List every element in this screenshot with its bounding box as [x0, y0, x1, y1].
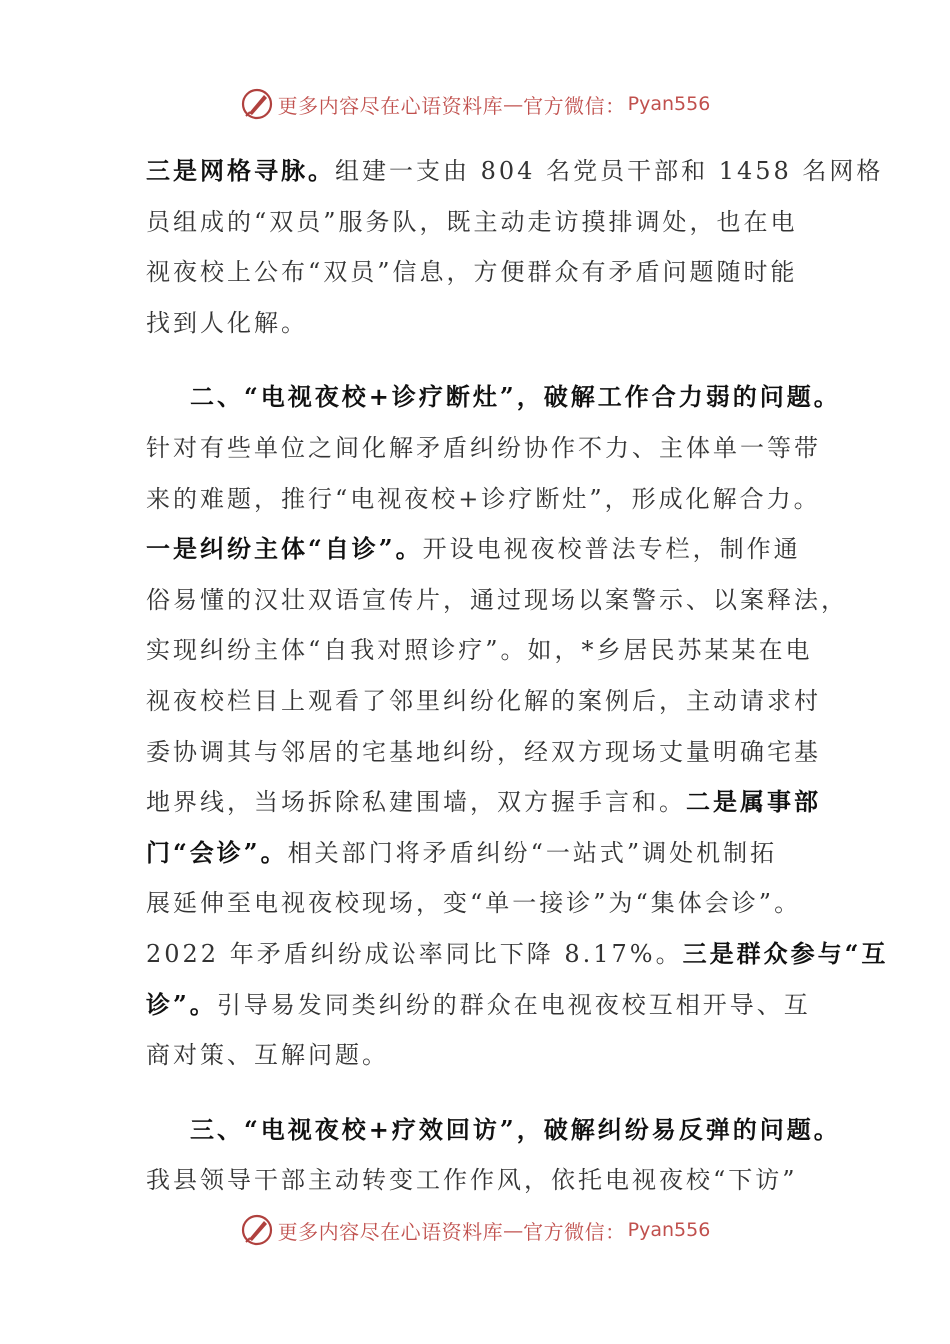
p2-line-11: [146, 929, 889, 980]
header-banner: [0, 84, 950, 124]
p2-text-3: 开设电视夜校普法专栏，制作通: [422, 535, 801, 564]
p2-bold-2a: 二是属事部: [686, 787, 821, 817]
section-heading-2: [146, 372, 841, 423]
p2-line-9: [146, 828, 806, 879]
p2-bold-1: 一是纠纷主体“自诊”。: [146, 534, 423, 564]
p2-line-8: [146, 777, 821, 828]
p2-line-5: 实现纠纷主体“自我对照诊疗”。如，*乡居民苏某某在电: [146, 636, 813, 665]
p2-line-3: [146, 524, 806, 575]
p1-line-4: 找到人化解。: [146, 308, 308, 337]
p2-line-13: 商对策、互解问题。: [146, 1041, 389, 1070]
banner-wechat-id: Pyan556: [627, 93, 711, 115]
p2-bold-3b: 诊”。: [146, 989, 217, 1019]
p2-line-7: 委协调其与邻居的宅基地纠纷，经双方现场丈量明确宅基: [146, 737, 821, 766]
banner-dash: —: [503, 92, 524, 116]
footer-banner: [0, 1210, 950, 1250]
p2-line-1: 针对有些单位之间化解矛盾纠纷协作不力、主体单一等带: [146, 433, 821, 462]
section-heading-2-text: 二、“电视夜校+诊疗断灶”，破解工作合力弱的问题。: [190, 382, 841, 412]
p2-bold-3a: 三是群众参与“互: [682, 938, 889, 968]
banner-wechat-label: 官方微信：: [523, 1219, 626, 1244]
banner-site-text: 更多内容尽在心语资料库: [277, 93, 504, 118]
p2-line-10: 展延伸至电视夜校现场，变“单一接诊”为“集体会诊”。: [146, 889, 802, 918]
p1-line-1: [146, 146, 884, 197]
p2-line-4: 俗易懂的汉壮双语宣传片，通过现场以案警示、以案释法，: [146, 585, 848, 614]
quill-logo-icon: [240, 87, 274, 121]
p2-line-6: 视夜校栏目上观看了邻里纠纷化解的案例后，主动请求村: [146, 686, 821, 715]
section-heading-3: [146, 1105, 841, 1156]
p2-text-11: 2022 年矛盾纠纷成讼率同比下降 8.17%。: [146, 939, 683, 968]
p3-line-1: 我县领导干部主动转变工作作风，依托电视夜校“下访”: [146, 1166, 798, 1195]
document-body: [146, 146, 889, 1206]
p1-bold-heading: 三是网格寻脉。: [146, 156, 335, 185]
banner-site-text: 更多内容尽在心语资料库: [277, 1219, 504, 1244]
banner-wechat-id: Pyan556: [627, 1219, 711, 1241]
p2-bold-2b: 门“会诊”。: [146, 837, 288, 867]
p1-line-3: 视夜校上公布“双员”信息，方便群众有矛盾问题随时能: [146, 258, 798, 287]
p1-line-2: 员组成的“双员”服务队，既主动走访摸排调处，也在电: [146, 207, 798, 236]
quill-logo-icon: [240, 1213, 274, 1247]
banner-wechat-label: 官方微信：: [523, 93, 626, 118]
p1-text-1: 组建一支由 804 名党员干部和 1458 名网格: [335, 157, 884, 185]
p2-text-8: 地界线，当场拆除私建围墙，双方握手言和。: [146, 788, 686, 817]
p2-line-2: 来的难题，推行“电视夜校+诊疗断灶”，形成化解合力。: [146, 484, 821, 513]
banner-dash: —: [503, 1218, 524, 1242]
p2-text-12: 引导易发同类纠纷的群众在电视夜校互相开导、互: [216, 990, 811, 1019]
section-heading-3-text: 三、“电视夜校+疗效回访”，破解纠纷易反弹的问题。: [190, 1114, 841, 1144]
p2-text-9: 相关部门将矛盾纠纷“一站式”调处机制拓: [287, 838, 778, 867]
p2-line-12: [146, 980, 811, 1031]
